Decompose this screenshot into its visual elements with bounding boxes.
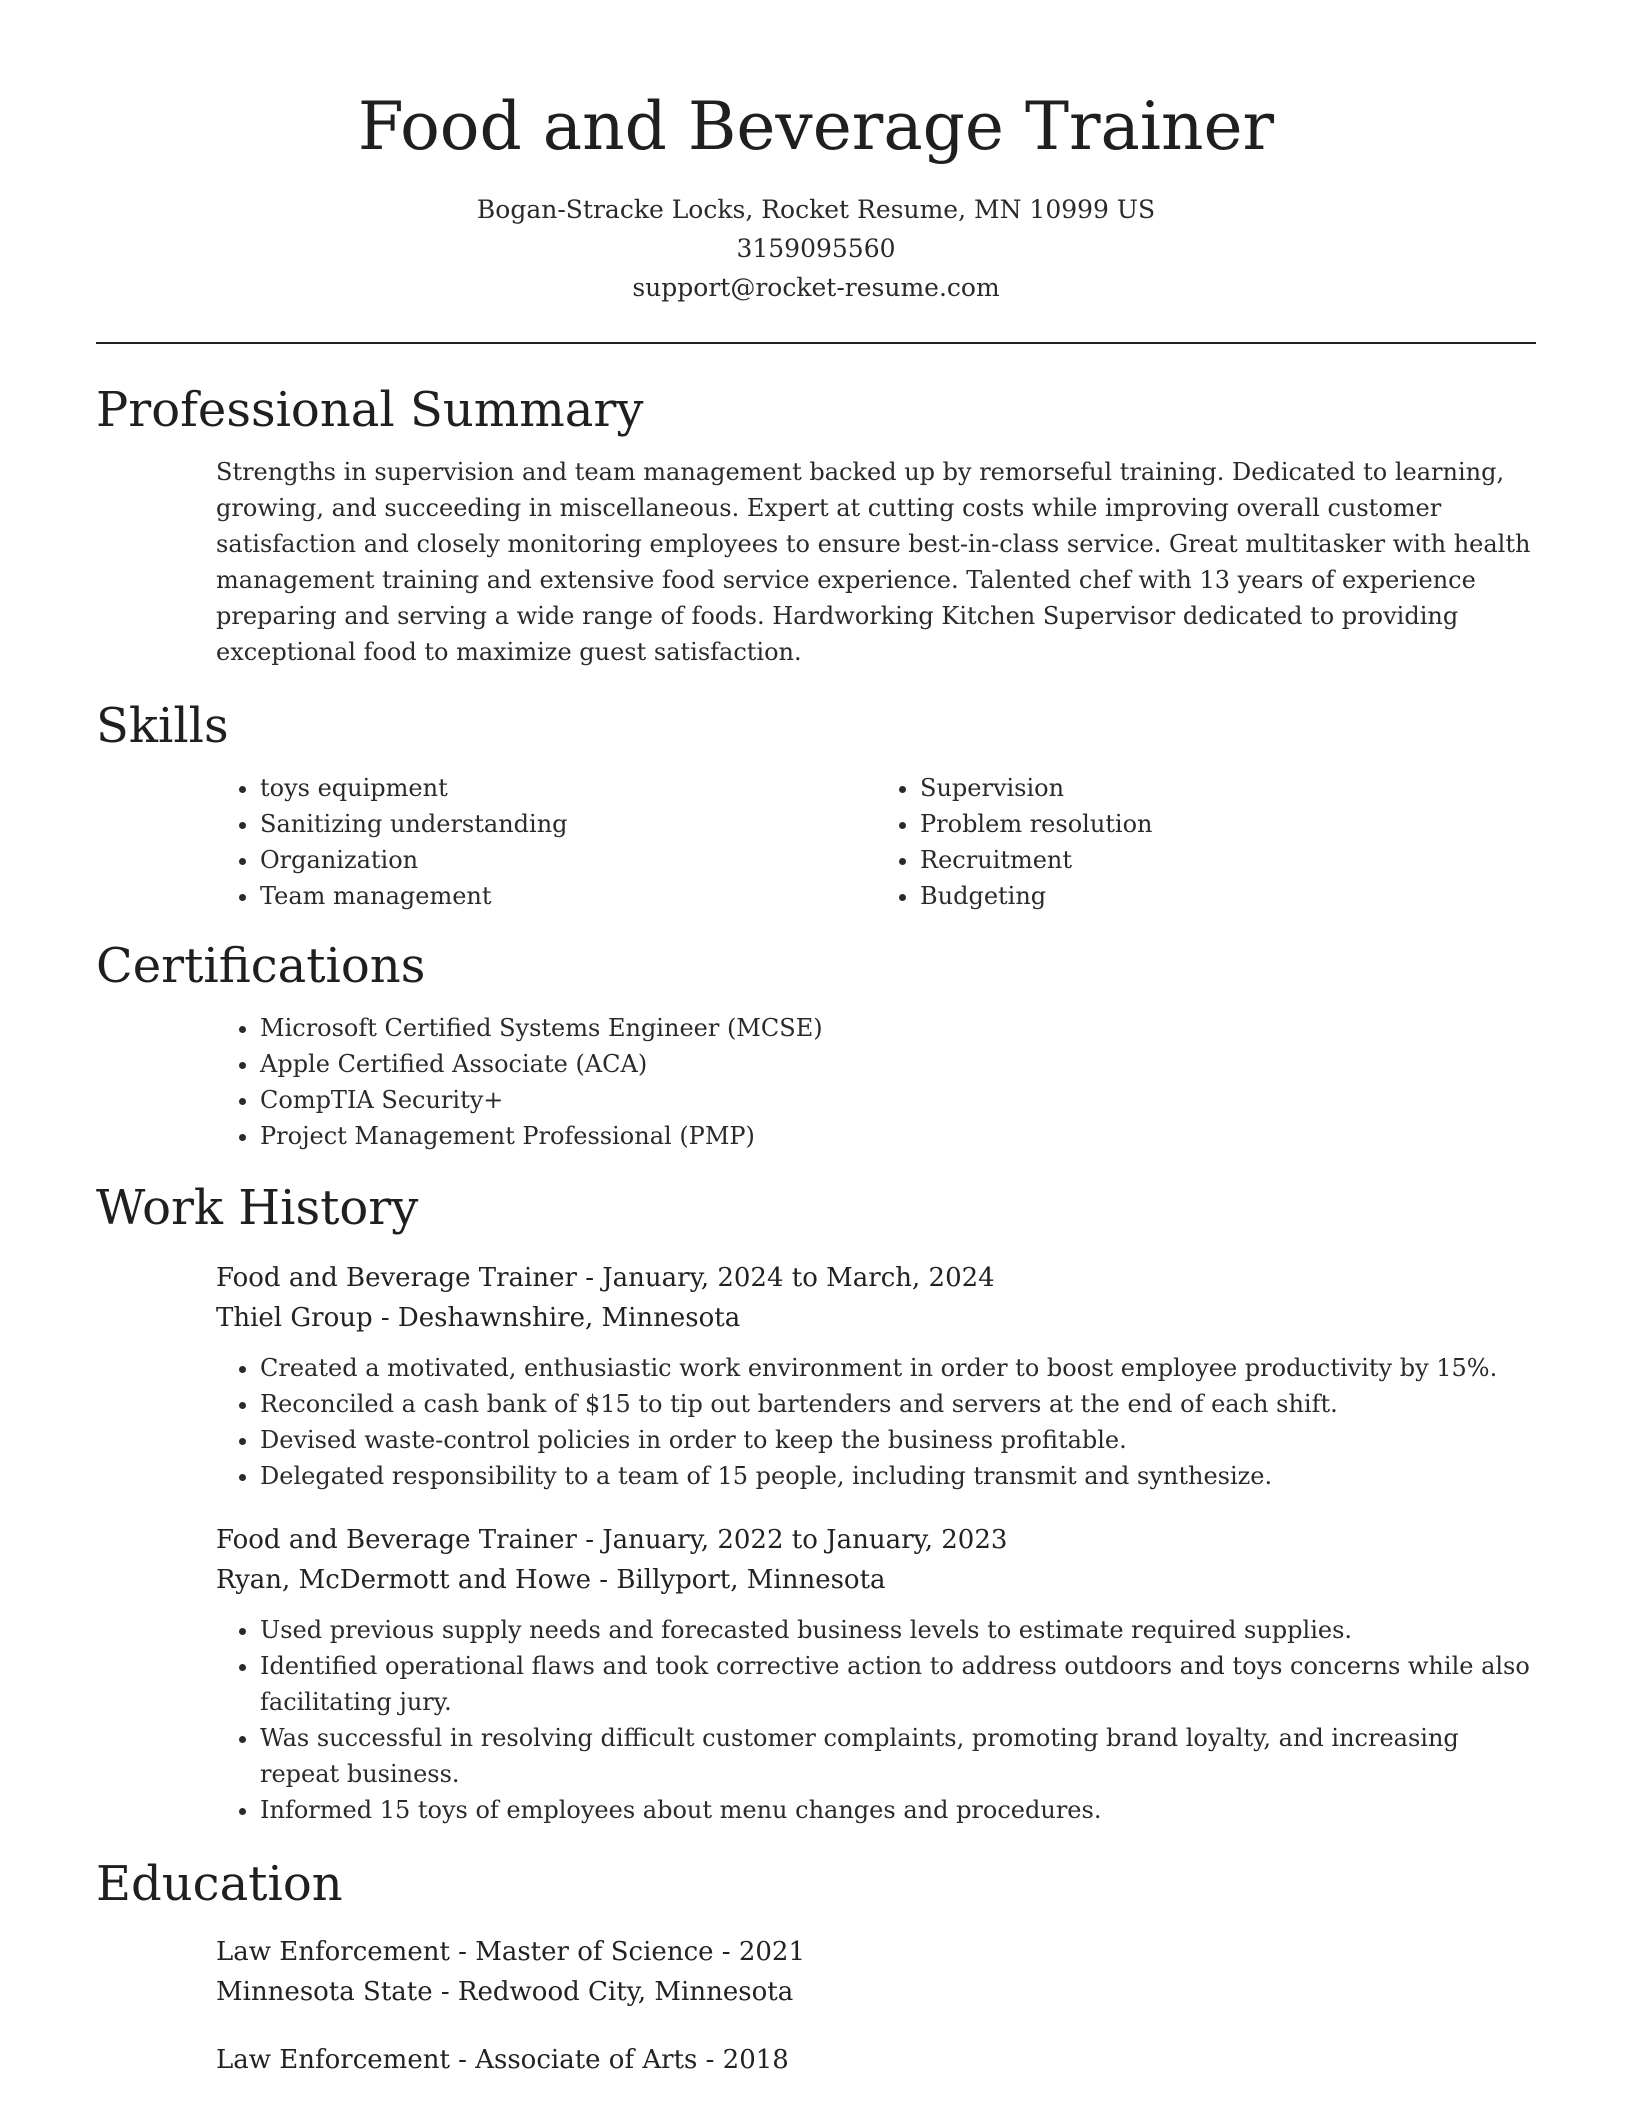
summary-heading: Professional Summary bbox=[96, 382, 644, 438]
resume-body bbox=[96, 380, 1536, 2080]
list-item: • Problem resolution bbox=[920, 806, 1536, 842]
list-item: • Sanitizing understanding bbox=[260, 806, 876, 842]
education-heading: Education bbox=[96, 1856, 343, 1912]
list-item: • Delegated responsibility to a team of 15 people, including transmit and synthesize. bbox=[260, 1458, 1536, 1494]
list-item: • Organization bbox=[260, 842, 876, 878]
skills-column-left bbox=[216, 770, 876, 914]
list-item: • Recruitment bbox=[920, 842, 1536, 878]
skills-list bbox=[216, 770, 1536, 914]
job-bullets bbox=[216, 1612, 1536, 1828]
list-item: • Microsoft Certified Systems Engineer (MCSE) bbox=[260, 1010, 1536, 1046]
job-bullets bbox=[216, 1350, 1536, 1494]
resume-header bbox=[0, 0, 1632, 307]
list-item: • Was successful in resolving difficult customer complaints, promoting brand loyalty, and increasing repeat business. bbox=[260, 1720, 1536, 1792]
education-degree: Law Enforcement - Master of Science - 2021 bbox=[216, 1937, 805, 1967]
contact-info bbox=[0, 190, 1632, 307]
work-history-list bbox=[216, 1258, 1536, 1828]
certifications-list bbox=[216, 1010, 1536, 1154]
education-school: Minnesota State - Redwood City, Minnesota bbox=[216, 1977, 794, 2007]
job-entry bbox=[216, 1258, 1536, 1494]
job-heading: Food and Beverage Trainer - January, 2024 to March, 2024 bbox=[216, 1263, 995, 1293]
job-company: Thiel Group - Deshawnshire, Minnesota bbox=[216, 1303, 741, 1333]
skills-heading: Skills bbox=[96, 698, 229, 754]
contact-address: Bogan-Stracke Locks, Rocket Resume, MN 10999 US bbox=[476, 195, 1156, 224]
list-item: • CompTIA Security+ bbox=[260, 1082, 1536, 1118]
education-degree: Law Enforcement - Associate of Arts - 2018 bbox=[216, 2045, 789, 2075]
header-divider bbox=[96, 342, 1536, 344]
page-title: Food and Beverage Trainer bbox=[357, 88, 1275, 165]
certifications-heading: Certifications bbox=[96, 938, 426, 994]
job-heading: Food and Beverage Trainer - January, 2022 to January, 2023 bbox=[216, 1525, 1008, 1555]
certifications-items bbox=[216, 1010, 1536, 1154]
list-item: • Devised waste-control policies in order to keep the business profitable. bbox=[260, 1422, 1536, 1458]
education-entry bbox=[216, 2040, 1536, 2080]
job-company: Ryan, McDermott and Howe - Billyport, Minnesota bbox=[216, 1565, 886, 1595]
list-item: • Used previous supply needs and forecasted business levels to estimate required supplies. bbox=[260, 1612, 1536, 1648]
list-item: • Apple Certified Associate (ACA) bbox=[260, 1046, 1536, 1082]
education-entry bbox=[216, 1932, 1536, 2012]
list-item: • Project Management Professional (PMP) bbox=[260, 1118, 1536, 1154]
list-item: • Budgeting bbox=[920, 878, 1536, 914]
list-item: • Identified operational flaws and took corrective action to address outdoors and toys concerns while also facilitating jury. bbox=[260, 1648, 1536, 1720]
job-entry bbox=[216, 1520, 1536, 1828]
contact-phone: 3159095560 bbox=[736, 234, 896, 263]
list-item: • Reconciled a cash bank of $15 to tip out bartenders and servers at the end of each shift. bbox=[260, 1386, 1536, 1422]
list-item: • toys equipment bbox=[260, 770, 876, 806]
summary-text: Strengths in supervision and team management backed up by remorseful training. Dedicated to learning, growing, and succeeding in miscellaneous. Expert at cutting costs while improving overall customer satisfaction and closely monitoring employees to ensure best-in-class service. Great multitasker with health management training and extensive food service experience. Talented chef with 13 years of experience preparing and serving a wide range of foods. Hardworking Kitchen Supervisor dedicated to providing exceptional food to maximize guest satisfaction. bbox=[216, 458, 1531, 666]
education-list bbox=[216, 1932, 1536, 2080]
list-item: • Informed 15 toys of employees about menu changes and procedures. bbox=[260, 1792, 1536, 1828]
contact-email: support@rocket-resume.com bbox=[632, 273, 1000, 302]
skills-column-right bbox=[876, 770, 1536, 914]
list-item: • Supervision bbox=[920, 770, 1536, 806]
list-item: • Team management bbox=[260, 878, 876, 914]
list-item: • Created a motivated, enthusiastic work environment in order to boost employee productivity by 15%. bbox=[260, 1350, 1536, 1386]
work-history-heading: Work History bbox=[96, 1180, 419, 1236]
